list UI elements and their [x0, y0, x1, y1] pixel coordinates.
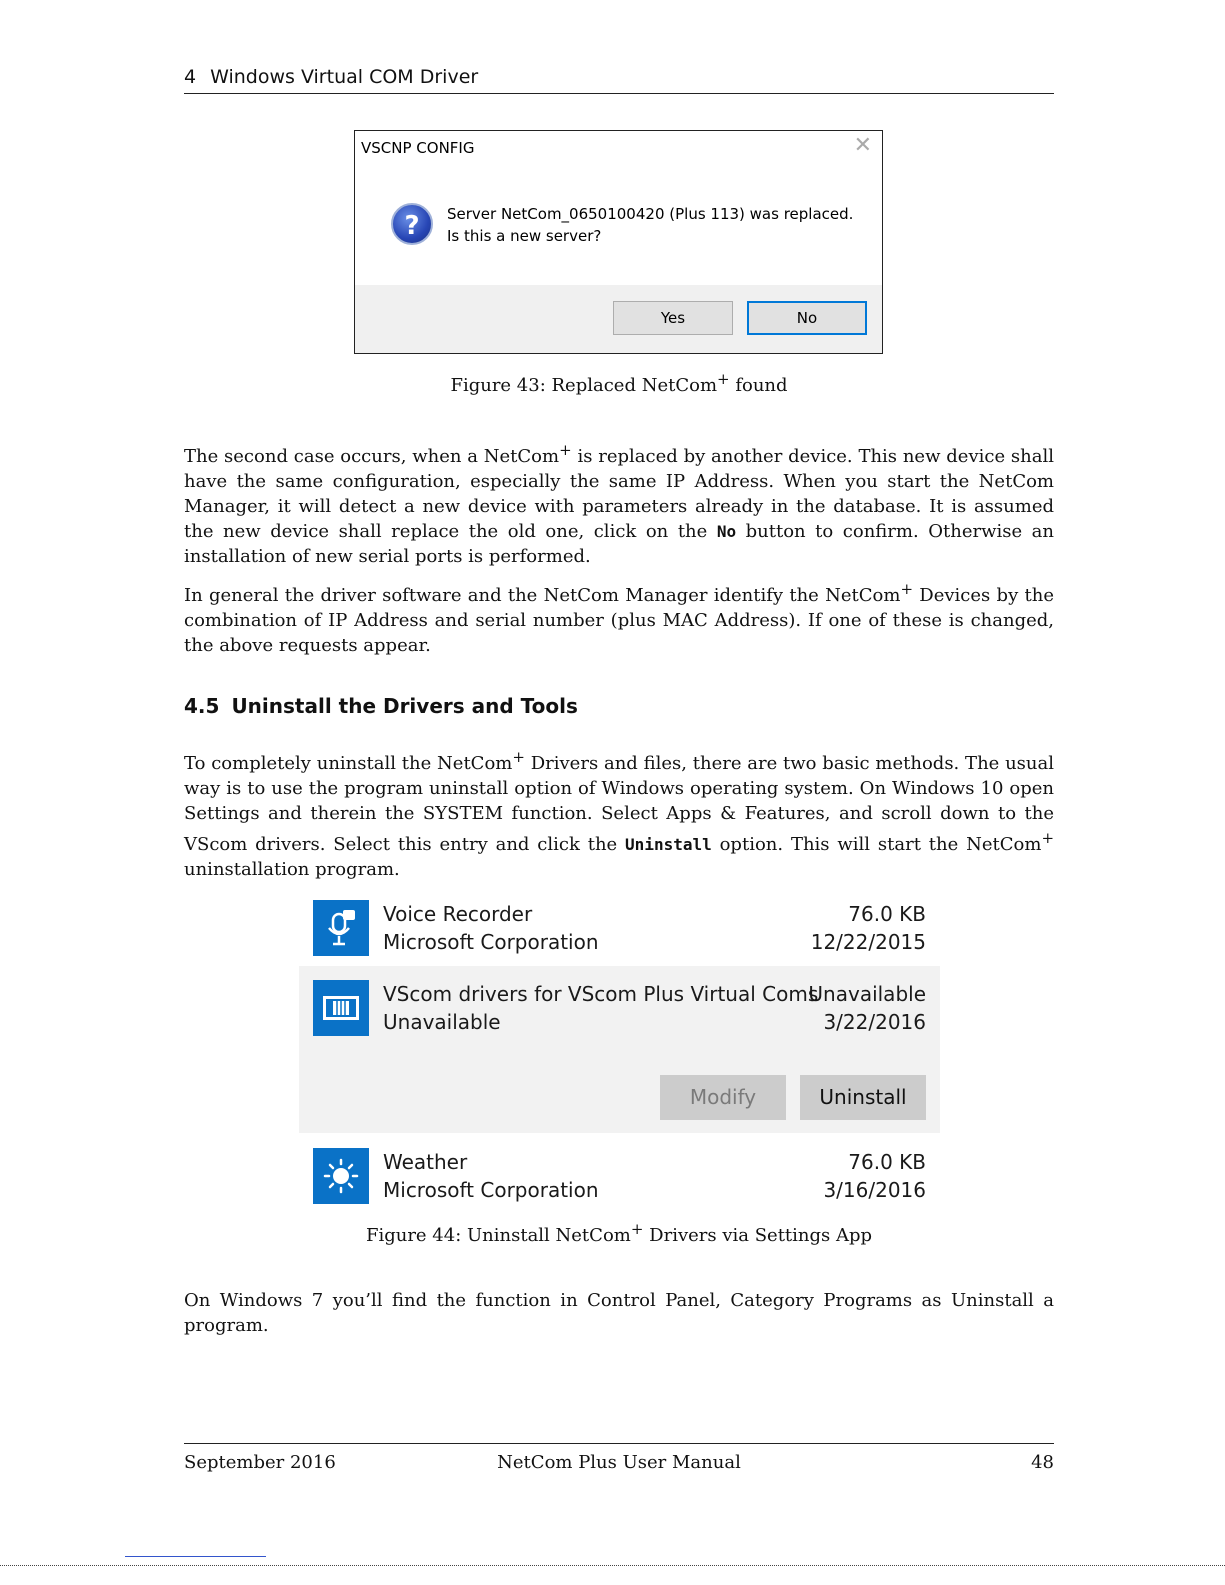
app-publisher: Microsoft Corporation [383, 930, 599, 954]
app-size: Unavailable [808, 982, 926, 1006]
para3-text-4: uninstallation program. [184, 859, 400, 880]
paragraph-windows7: On Windows 7 you’ll find the function in Control Panel, Category Programs as Uninstall a program. [184, 1290, 1054, 1336]
app-size: 76.0 KB [848, 902, 926, 926]
list-item[interactable] [299, 1142, 940, 1208]
uninstall-button[interactable]: Uninstall [800, 1075, 926, 1120]
para2-sup: + [900, 580, 914, 598]
section-title: Uninstall the Drivers and Tools [231, 694, 578, 718]
section-heading [184, 694, 578, 718]
dialog-message-line1: Server NetCom_0650100420 (Plus 113) was replaced. [447, 205, 854, 223]
para3-sup-2: + [1041, 829, 1055, 847]
app-date: 12/22/2015 [810, 930, 926, 954]
weather-icon [313, 1148, 369, 1204]
question-icon: ? [391, 203, 433, 245]
para3-text-3: option. This will start the NetCom [711, 834, 1042, 855]
chapter-title: Windows Virtual COM Driver [210, 66, 479, 88]
para1-sup: + [559, 441, 572, 459]
page-number: 48 [1031, 1452, 1054, 1473]
app-size: 76.0 KB [848, 1150, 926, 1174]
app-name: VScom drivers for VScom Plus Virtual Coms [383, 982, 819, 1006]
voice-recorder-icon [313, 900, 369, 956]
para1-code-no: No [716, 522, 737, 541]
paragraph-replaced-device [184, 438, 1054, 569]
dialog-title: VSCNP CONFIG [361, 139, 475, 157]
para1-text-1: The second case occurs, when a NetCom [184, 446, 560, 467]
figure-43-caption-text: Figure 43: Replaced NetCom [450, 375, 718, 396]
figure-44-caption-suffix: Drivers via Settings App [643, 1225, 873, 1246]
app-name: Weather [383, 1150, 468, 1174]
dialog-message [447, 203, 853, 247]
para3-text-2: Drivers and files, there are two basic methods. The usual way is to use the program uninstall option of Windows operating system. On Windows 10 open Settings and therein the SYSTEM function. Select Apps & Features, and scroll down to the VScom drivers. Select this entry and click the [184, 753, 1055, 855]
para3-text-1: To completely uninstall the NetCom [184, 753, 513, 774]
footer-title: NetCom Plus User Manual [497, 1452, 741, 1473]
figure-43-caption [184, 370, 1054, 396]
link-underline [125, 1556, 266, 1557]
vscom-drivers-icon [313, 980, 369, 1036]
figure-43-caption-suffix: found [729, 375, 788, 396]
para3-code-uninstall: Uninstall [625, 835, 712, 854]
list-item[interactable] [299, 894, 940, 960]
para2-text-1: In general the driver software and the NetCom Manager identify the NetCom [184, 585, 901, 606]
paragraph-identification [184, 577, 1054, 658]
para3-sup-1: + [512, 748, 525, 766]
page-edge-divider [0, 1565, 1225, 1566]
no-button[interactable]: No [747, 301, 867, 335]
modify-button[interactable]: Modify [660, 1075, 786, 1120]
list-item-selected[interactable] [299, 966, 940, 1133]
app-date: 3/16/2016 [823, 1178, 926, 1202]
app-publisher: Microsoft Corporation [383, 1178, 599, 1202]
close-icon[interactable]: ✕ [853, 133, 872, 158]
yes-button[interactable]: Yes [613, 301, 733, 335]
dialog-button-area [355, 285, 882, 353]
app-name: Voice Recorder [383, 902, 533, 926]
para1-text-2: is replaced by another device. This new device shall have the same configuration, especially the same IP Address. When you start the NetCom Manager, it will detect a new device with parameters already in the database. It is assumed the new device shall replace the old one, click on the [184, 446, 1054, 542]
apps-features-list [299, 890, 940, 1215]
footer-rule [184, 1443, 1054, 1444]
figure-44-caption-text: Figure 44: Uninstall NetCom [365, 1225, 631, 1246]
app-date: 3/22/2016 [823, 1010, 926, 1034]
para2-text-2: Devices by the combination of IP Address and serial number (plus MAC Address). If one of these is changed, the above requests appear. [184, 585, 1054, 656]
header-rule [184, 93, 1054, 94]
paragraph-uninstall [184, 745, 1054, 882]
vscnp-config-dialog [354, 130, 883, 354]
figure-44-caption [184, 1220, 1054, 1246]
figure-43-sup: + [717, 370, 730, 388]
dialog-message-line2: Is this a new server? [447, 227, 602, 245]
section-number: 4.5 [184, 694, 220, 718]
running-header [184, 66, 1054, 88]
para1-text-3: button to confirm. Otherwise an installation of new serial ports is performed. [184, 521, 1054, 567]
chapter-number: 4 [184, 66, 197, 88]
figure-44-sup: + [630, 1220, 644, 1238]
footer-date: September 2016 [184, 1452, 336, 1473]
app-publisher: Unavailable [383, 1010, 501, 1034]
